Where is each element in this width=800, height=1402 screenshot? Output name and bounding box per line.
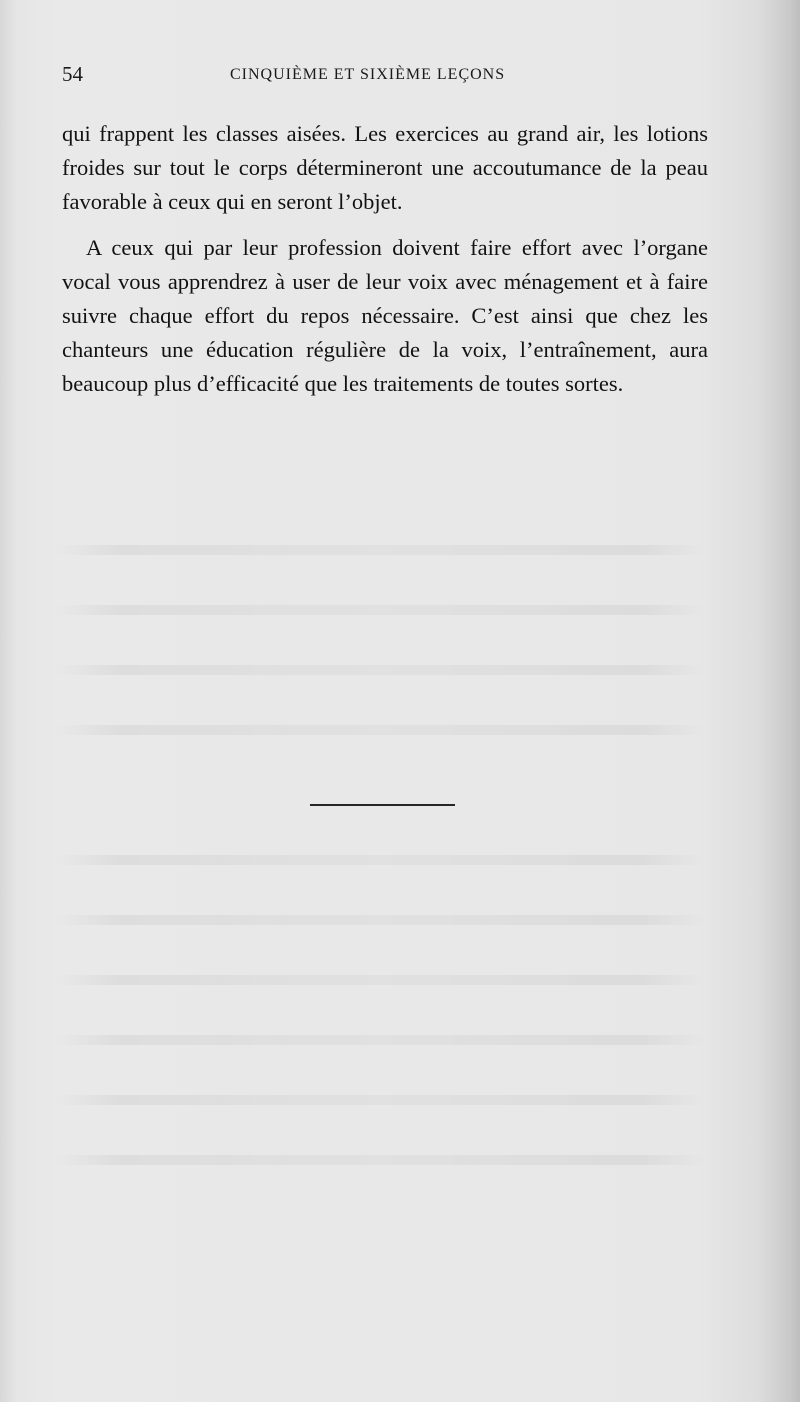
- paragraph-1: qui frappent les classes aisées. Les exercices au grand air, les lotions froides sur tout le corps détermineront une accoutumance de la peau favorable à ceux qui en seront l’objet.: [62, 121, 708, 214]
- show-through-line: [55, 1095, 705, 1105]
- page-number: 54: [62, 62, 83, 86]
- section-divider: [310, 804, 455, 806]
- page-header: [62, 62, 710, 92]
- show-through-line: [55, 1155, 705, 1165]
- show-through-line: [55, 605, 705, 615]
- show-through-line: [55, 975, 705, 985]
- show-through-line: [55, 1035, 705, 1045]
- running-title: CINQUIÈME ET SIXIÈME LEÇONS: [230, 66, 506, 83]
- show-through-line: [55, 915, 705, 925]
- show-through-line: [55, 725, 705, 735]
- paragraph-2: A ceux qui par leur profession doivent faire effort avec l’organe vocal vous apprendrez à user de leur voix avec ménagement et à faire suivre chaque effort du repos nécessaire. C’est ainsi que chez les chanteurs une éducation régulière de la voix, l’entraînement, aura beaucoup plus d’efficacité que les traitements de toutes sortes.: [62, 235, 708, 396]
- show-through-line: [55, 855, 705, 865]
- show-through-line: [55, 545, 705, 555]
- show-through-line: [55, 665, 705, 675]
- body-text: [62, 117, 708, 401]
